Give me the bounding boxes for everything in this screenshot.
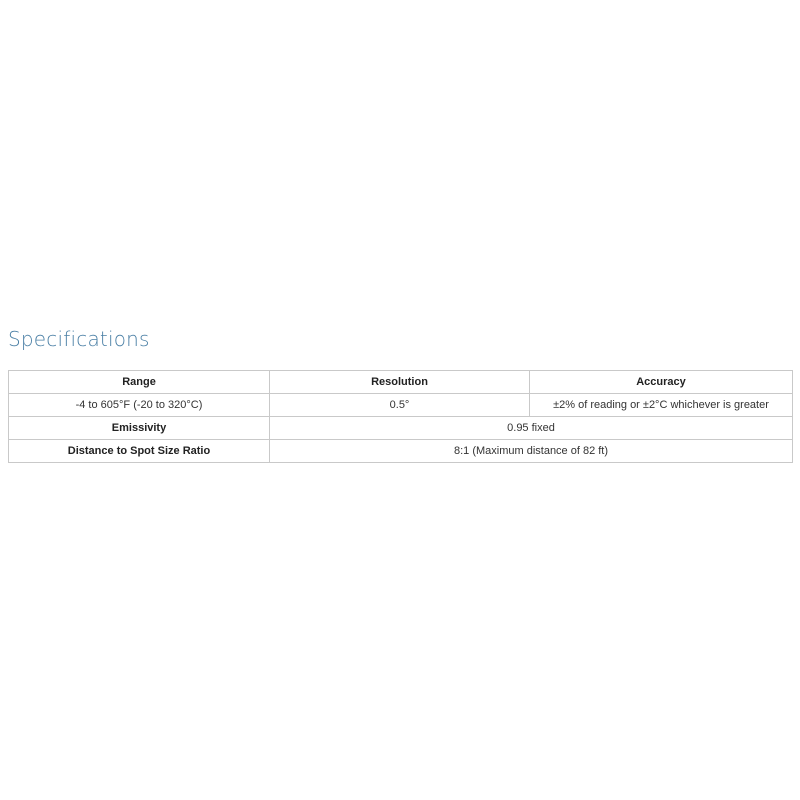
resolution-value: 0.5° bbox=[270, 394, 530, 417]
table-row-distance-ratio bbox=[9, 440, 793, 463]
distance-ratio-value: 8:1 (Maximum distance of 82 ft) bbox=[270, 440, 793, 463]
table-row-emissivity bbox=[9, 417, 793, 440]
table-header-row bbox=[9, 371, 793, 394]
range-value: -4 to 605°F (-20 to 320°C) bbox=[9, 394, 270, 417]
specifications-table bbox=[8, 370, 793, 463]
emissivity-label: Emissivity bbox=[9, 417, 270, 440]
header-resolution: Resolution bbox=[270, 371, 530, 394]
header-range: Range bbox=[9, 371, 270, 394]
section-title: Specifications bbox=[8, 327, 150, 351]
distance-ratio-label: Distance to Spot Size Ratio bbox=[9, 440, 270, 463]
specifications-section bbox=[8, 326, 792, 463]
table-row bbox=[9, 394, 793, 417]
accuracy-value: ±2% of reading or ±2°C whichever is greater bbox=[530, 394, 793, 417]
header-accuracy: Accuracy bbox=[530, 371, 793, 394]
emissivity-value: 0.95 fixed bbox=[270, 417, 793, 440]
